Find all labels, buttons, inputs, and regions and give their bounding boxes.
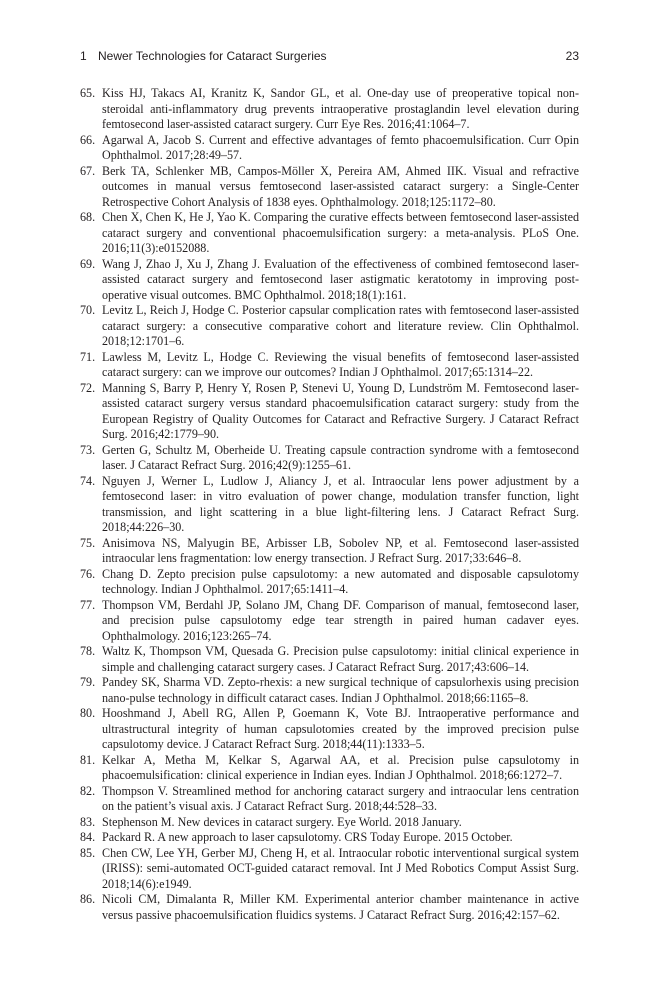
reference-text: Agarwal A, Jacob S. Current and effective advantages of femto phacoemulsification. Curr Opin Ophthalmol. 2017;28:49–57. [102, 132, 579, 162]
reference-item [80, 675, 579, 706]
reference-text: Thompson VM, Berdahl JP, Solano JM, Chang DF. Comparison of manual, femtosecond laser, and precision pulse capsulotomy edge tear strength in paired human cadaver eyes. Ophthalmology. 2016;123:265–74. [102, 597, 579, 643]
reference-item [80, 753, 579, 784]
reference-text: Chen X, Chen K, He J, Yao K. Comparing the curative effects between femtosecond laser-assisted cataract surgery and conventional phacoemulsification surgery: a meta-analysis. PLoS One. 2016;11(3):e0152088. [102, 210, 579, 255]
reference-number: 85. [80, 845, 96, 860]
reference-text: Stephenson M. New devices in cataract surgery. Eye World. 2018 January. [102, 814, 462, 829]
reference-text: Wang J, Zhao J, Xu J, Zhang J. Evaluation of the effectiveness of combined femtosecond laser-assisted cataract surgery and femtosecond laser astigmatic keratotomy in improving post-operative visual outcomes. BMC Ophthalmol. 2018;18(1):161. [102, 256, 579, 302]
reference-number: 65. [80, 86, 96, 100]
reference-text: Hooshmand J, Abell RG, Allen P, Goemann K, Vote BJ. Intraoperative performance and ultrastructural integrity of human capsulotomies created by the improved precision pulse capsulotomy device. J Cataract Refract Surg. 2018;44(11):1333–5. [102, 706, 579, 751]
page-header [80, 49, 579, 67]
reference-list [80, 86, 579, 923]
reference-item [80, 381, 579, 443]
reference-item [80, 210, 579, 257]
running-title: Newer Technologies for Cataract Surgeries [98, 49, 327, 63]
reference-text: Nguyen J, Werner L, Ludlow J, Aliancy J, et al. Intraocular lens power adjustment by a femtosecond laser: in vitro evaluation of power change, modulation transfer function, light transmission, and light scattering in a blue light-filtering lens. J Cataract Refract Surg. 2018;44:226–30. [102, 473, 579, 534]
reference-number: 74. [80, 473, 96, 488]
reference-text: Packard R. A new approach to laser capsulotomy. CRS Today Europe. 2015 October. [102, 830, 513, 844]
reference-item [80, 892, 579, 923]
reference-item [80, 784, 579, 815]
reference-item [80, 706, 579, 753]
reference-number: 76. [80, 566, 96, 581]
reference-number: 73. [80, 442, 96, 457]
reference-number: 75. [80, 535, 96, 550]
reference-number: 68. [80, 210, 96, 224]
reference-number: 67. [80, 163, 96, 178]
reference-text: Lawless M, Levitz L, Hodge C. Reviewing the visual benefits of femtosecond laser-assisted cataract surgery: can we improve our outcomes? Indian J Ophthalmol. 2017;65:1314–22. [102, 349, 579, 379]
reference-item [80, 536, 579, 567]
reference-text: Anisimova NS, Malyugin BE, Arbisser LB, Sobolev NP, et al. Femtosecond laser-assisted intraocular lens fragmentation: low energy transection. J Refract Surg. 2017;33:646–8. [102, 535, 579, 565]
page-number: 23 [565, 49, 579, 63]
reference-text: Kiss HJ, Takacs AI, Kranitz K, Sandor GL, et al. One-day use of preoperative topical non-steroidal anti-inflammatory drug prevents intraoperative prostaglandin level elevation during femtosecond laser-assisted cataract surgery. Curr Eye Res. 2016;41:1064–7. [102, 86, 579, 131]
reference-item [80, 86, 579, 133]
reference-text: Nicoli CM, Dimalanta R, Miller KM. Experimental anterior chamber maintenance in active versus passive phacoemulsification fluidics systems. J Cataract Refract Surg. 2016;42:157–62. [102, 892, 579, 922]
reference-number: 84. [80, 830, 96, 844]
reference-item [80, 846, 579, 893]
reference-item [80, 350, 579, 381]
reference-item [80, 474, 579, 536]
reference-item [80, 164, 579, 211]
reference-number: 72. [80, 380, 96, 395]
reference-item [80, 815, 579, 831]
reference-text: Waltz K, Thompson VM, Quesada G. Precision pulse capsulotomy: initial clinical experience in simple and challenging cataract surgery cases. J Cataract Refract Surg. 2017;43:606–14. [102, 644, 579, 674]
reference-item [80, 567, 579, 598]
reference-text: Kelkar A, Metha M, Kelkar S, Agarwal AA, et al. Precision pulse capsulotomy in phacoemulsification: clinical experience in Indian eyes. Indian J Ophthalmol. 2018;66:1272–7. [102, 752, 579, 782]
reference-number: 70. [80, 303, 96, 317]
reference-text: Manning S, Barry P, Henry Y, Rosen P, Stenevi U, Young D, Lundström M. Femtosecond laser-assisted cataract surgery versus standard phacoemulsification cataract surgery: study from the European Registry of Quality Outcomes for Cataract and Refractive Surgery. J Cataract Refract Surg. 2016;42:1779–90. [102, 380, 579, 441]
reference-text: Chen CW, Lee YH, Gerber MJ, Cheng H, et al. Intraocular robotic interventional surgical system (IRISS): semi-automated OCT-guided cataract removal. Int J Med Robotics Comput Assist Surg. 2018;14(6):e1949. [102, 845, 579, 891]
reference-number: 78. [80, 644, 96, 658]
reference-item [80, 644, 579, 675]
reference-item [80, 303, 579, 350]
reference-number: 77. [80, 597, 96, 612]
reference-number: 82. [80, 783, 96, 798]
reference-item [80, 133, 579, 164]
reference-text: Pandey SK, Sharma VD. Zepto-rhexis: a new surgical technique of capsulorhexis using precision nano-pulse technology in difficult cataract cases. Indian J Ophthalmol. 2018;66:1165–8. [102, 675, 579, 705]
reference-text: Thompson V. Streamlined method for anchoring cataract surgery and intraocular lens centration on the patient’s visual axis. J Cataract Refract Surg. 2018;44:528–33. [102, 783, 579, 813]
reference-item [80, 830, 579, 846]
reference-text: Berk TA, Schlenker MB, Campos-Möller X, Pereira AM, Ahmed IIK. Visual and refractive outcomes in manual versus femtosecond laser-assisted cataract surgery: a Single-Center Retrospective Cohort Analysis of 1838 eyes. Ophthalmology. 2018;125:1172–80. [102, 163, 579, 209]
reference-item [80, 443, 579, 474]
reference-text: Gerten G, Schultz M, Oberheide U. Treating capsule contraction syndrome with a femtosecond laser. J Cataract Refract Surg. 2016;42(9):1255–61. [102, 442, 579, 472]
reference-item [80, 598, 579, 645]
reference-number: 71. [80, 349, 96, 364]
reference-text: Levitz L, Reich J, Hodge C. Posterior capsular complication rates with femtosecond laser-assisted cataract surgery: a consecutive comparative cohort and literature review. Clin Ophthalmol. 2018;12:1701–6. [102, 303, 579, 348]
reference-number: 86. [80, 892, 96, 906]
reference-number: 79. [80, 675, 96, 689]
reference-number: 66. [80, 132, 96, 147]
chapter-number: 1 [80, 49, 87, 63]
reference-number: 81. [80, 752, 96, 767]
reference-text: Chang D. Zepto precision pulse capsulotomy: a new automated and disposable capsulotomy technology. Indian J Ophthalmol. 2017;65:1411–4. [102, 566, 579, 596]
reference-number: 69. [80, 256, 96, 271]
reference-number: 83. [80, 814, 96, 829]
reference-number: 80. [80, 706, 96, 720]
reference-item [80, 257, 579, 304]
